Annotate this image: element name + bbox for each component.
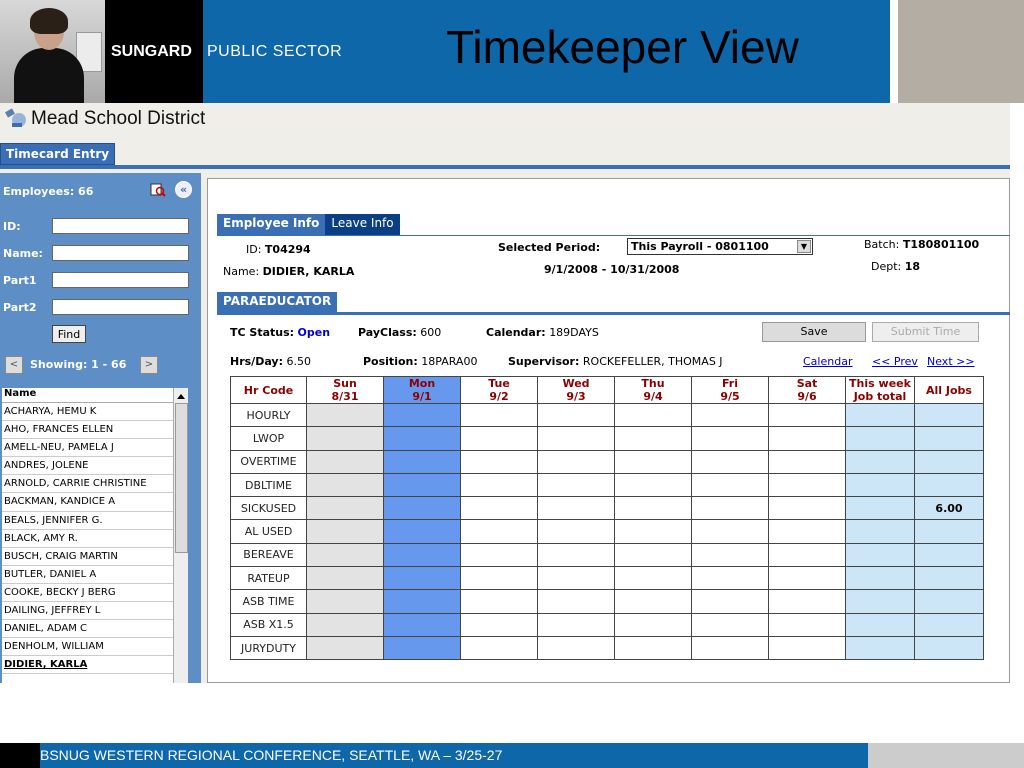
hours-cell[interactable] — [307, 567, 384, 590]
hours-cell[interactable] — [692, 590, 769, 613]
hours-cell[interactable] — [307, 520, 384, 543]
district-logo — [4, 107, 205, 131]
list-scrollbar[interactable] — [173, 388, 188, 683]
hr-code-cell: ASB TIME — [231, 590, 307, 613]
employee-list-item[interactable]: DANIEL, ADAM C — [2, 620, 188, 638]
hours-cell[interactable] — [384, 473, 461, 496]
hours-cell[interactable] — [769, 520, 846, 543]
info-tabs — [217, 214, 400, 235]
grid-column-header: Mon 9/1 — [384, 377, 461, 404]
tab-leave-info[interactable]: Leave Info — [325, 214, 399, 235]
id-search-input[interactable] — [52, 218, 189, 234]
payclass: PayClass: 600 — [358, 326, 442, 339]
grid-column-header: Wed 9/3 — [538, 377, 615, 404]
hours-cell[interactable] — [769, 567, 846, 590]
all-jobs-cell — [915, 404, 984, 427]
employee-list-item[interactable]: ARNOLD, CARRIE CHRISTINE — [2, 475, 188, 493]
batch-info: Batch: T180801100 — [864, 238, 980, 251]
hours-cell[interactable] — [461, 427, 538, 450]
hours-cell[interactable] — [538, 613, 615, 636]
week-total-cell — [846, 473, 915, 496]
hours-cell[interactable] — [692, 567, 769, 590]
grid-row — [231, 613, 984, 636]
hours-cell[interactable] — [615, 473, 692, 496]
grid-row — [231, 543, 984, 566]
app-screenshot — [0, 103, 1010, 683]
footer-bar — [40, 743, 868, 768]
hours-cell[interactable] — [769, 613, 846, 636]
hours-cell[interactable] — [692, 543, 769, 566]
employee-list-item[interactable]: BACKMAN, KANDICE A — [2, 493, 188, 511]
hours-cell[interactable] — [615, 636, 692, 659]
hours-cell[interactable] — [307, 404, 384, 427]
dept-info: Dept: 18 — [871, 260, 921, 273]
showing-range: Showing: 1 - 66 — [30, 358, 127, 371]
grid-column-header: Sat 9/6 — [769, 377, 846, 404]
tab-paraeducator[interactable]: PARAEDUCATOR — [217, 292, 337, 312]
hours-cell[interactable] — [461, 520, 538, 543]
list-header: Name — [2, 388, 188, 403]
grid-row — [231, 520, 984, 543]
hours-cell[interactable] — [384, 404, 461, 427]
woman-photo — [0, 0, 105, 103]
week-total-cell — [846, 613, 915, 636]
hours-cell[interactable] — [538, 450, 615, 473]
prev-week-link[interactable]: << Prev — [872, 355, 918, 368]
hrs-per-day: Hrs/Day: 6.50 — [230, 355, 311, 368]
hours-cell[interactable] — [692, 613, 769, 636]
hr-code-cell: HOURLY — [231, 404, 307, 427]
employee-list-item[interactable]: DAILING, JEFFREY L — [2, 602, 188, 620]
week-total-cell — [846, 520, 915, 543]
all-jobs-cell — [915, 567, 984, 590]
period-select[interactable]: This Payroll - 0801100 ▼ — [627, 238, 813, 255]
grid-row — [231, 473, 984, 496]
timecard-panel — [207, 178, 1010, 683]
grid-column-header: Tue 9/2 — [461, 377, 538, 404]
employees-count: Employees: 66 — [3, 185, 94, 198]
employee-list-item[interactable]: ANDRES, JOLENE — [2, 457, 188, 475]
hours-cell[interactable] — [769, 590, 846, 613]
footer-text: BSNUG WESTERN REGIONAL CONFERENCE, SEATTLE, WA – 3/25-27 — [40, 747, 503, 763]
next-week-link[interactable]: Next >> — [927, 355, 975, 368]
grid-row — [231, 567, 984, 590]
position-info: Position: 18PARA00 — [363, 355, 478, 368]
save-button[interactable]: Save — [762, 322, 866, 342]
hours-cell[interactable] — [461, 497, 538, 520]
hours-cell[interactable] — [538, 473, 615, 496]
week-total-cell — [846, 636, 915, 659]
hours-cell[interactable] — [461, 567, 538, 590]
period-label: Selected Period: — [498, 241, 601, 254]
employee-sidebar — [0, 173, 201, 683]
search-employee-icon[interactable] — [150, 182, 166, 198]
hr-code-cell: JURYDUTY — [231, 636, 307, 659]
hours-cell[interactable] — [307, 590, 384, 613]
grid-column-header: Thu 9/4 — [615, 377, 692, 404]
hours-cell[interactable] — [307, 543, 384, 566]
hours-cell[interactable] — [461, 543, 538, 566]
all-jobs-cell — [915, 473, 984, 496]
name-label: Name: — [3, 247, 43, 260]
hours-cell[interactable] — [769, 404, 846, 427]
hours-cell[interactable] — [307, 450, 384, 473]
hours-cell[interactable] — [692, 497, 769, 520]
employee-list-item[interactable]: DENHOLM, WILLIAM — [2, 638, 188, 656]
all-jobs-cell — [915, 543, 984, 566]
hours-cell[interactable] — [538, 497, 615, 520]
hours-cell[interactable] — [461, 636, 538, 659]
week-total-cell — [846, 567, 915, 590]
hours-cell[interactable] — [538, 636, 615, 659]
all-jobs-cell — [915, 590, 984, 613]
hr-code-cell: LWOP — [231, 427, 307, 450]
hours-cell[interactable] — [538, 427, 615, 450]
hours-cell[interactable] — [538, 567, 615, 590]
hours-cell[interactable] — [461, 450, 538, 473]
hours-cell[interactable] — [615, 567, 692, 590]
hours-cell[interactable] — [307, 636, 384, 659]
all-jobs-cell — [915, 613, 984, 636]
name-search-input[interactable] — [52, 245, 189, 261]
scroll-up-icon[interactable] — [174, 390, 188, 403]
week-total-cell — [846, 427, 915, 450]
grid-column-header: Sun 8/31 — [307, 377, 384, 404]
hours-cell[interactable] — [769, 543, 846, 566]
employee-list-item[interactable]: ACHARYA, HEMU K — [2, 403, 188, 421]
week-total-cell — [846, 590, 915, 613]
grid-column-header: This week Job total — [846, 377, 915, 404]
chevron-down-icon: ▼ — [797, 240, 811, 253]
all-jobs-cell — [915, 520, 984, 543]
hours-cell[interactable] — [615, 497, 692, 520]
hours-cell[interactable] — [692, 404, 769, 427]
hours-cell[interactable] — [384, 450, 461, 473]
week-total-cell — [846, 404, 915, 427]
sungard-logo: SUNGARD — [105, 0, 203, 103]
hr-code-cell: BEREAVE — [231, 543, 307, 566]
employee-list-item[interactable]: COOKE, BECKY J BERG — [2, 584, 188, 602]
hours-cell[interactable] — [384, 590, 461, 613]
hr-code-cell: SICKUSED — [231, 497, 307, 520]
grid-column-header: Fri 9/5 — [692, 377, 769, 404]
calendar-link[interactable]: Calendar — [803, 355, 853, 368]
hours-cell[interactable] — [769, 473, 846, 496]
hours-cell[interactable] — [461, 590, 538, 613]
id-label: ID: — [3, 220, 21, 233]
hours-cell[interactable] — [538, 543, 615, 566]
header-gray-box — [898, 0, 1024, 103]
grid-row — [231, 450, 984, 473]
hours-cell[interactable] — [307, 473, 384, 496]
hours-cell[interactable] — [384, 636, 461, 659]
grid-row — [231, 636, 984, 659]
hours-cell[interactable] — [538, 590, 615, 613]
all-jobs-cell — [915, 427, 984, 450]
find-button[interactable]: Find — [52, 325, 86, 343]
employee-id: ID: T04294 — [246, 243, 311, 256]
hours-cell[interactable] — [307, 613, 384, 636]
hr-code-cell: ASB X1.5 — [231, 613, 307, 636]
hours-cell[interactable] — [615, 613, 692, 636]
hr-code-cell: DBLTIME — [231, 473, 307, 496]
hours-cell[interactable] — [615, 450, 692, 473]
all-jobs-cell — [915, 450, 984, 473]
grid-row — [231, 427, 984, 450]
employee-list — [2, 388, 188, 683]
tab-employee-info[interactable]: Employee Info — [217, 214, 325, 235]
hours-cell[interactable] — [384, 613, 461, 636]
hours-cell[interactable] — [769, 636, 846, 659]
employee-list-item[interactable]: BUSCH, CRAIG MARTIN — [2, 548, 188, 566]
hours-cell[interactable] — [461, 473, 538, 496]
hours-cell[interactable] — [692, 427, 769, 450]
slide-title: Timekeeper View — [446, 21, 799, 73]
next-page-button[interactable]: > — [140, 356, 158, 374]
hours-cell[interactable] — [384, 543, 461, 566]
hr-code-cell: OVERTIME — [231, 450, 307, 473]
grid-column-header: Hr Code — [231, 377, 307, 404]
division-label: PUBLIC SECTOR — [207, 43, 343, 60]
submit-time-button[interactable]: Submit Time — [872, 322, 979, 342]
all-jobs-cell — [915, 636, 984, 659]
timecard-grid — [230, 376, 984, 660]
period-range: 9/1/2008 - 10/31/2008 — [544, 263, 680, 276]
employee-name: Name: DIDIER, KARLA — [223, 265, 355, 278]
hours-cell[interactable] — [692, 520, 769, 543]
collapse-icon[interactable]: « — [175, 181, 192, 198]
employee-list-item[interactable]: AMELL-NEU, PAMELA J — [2, 439, 188, 457]
tc-status: TC Status: Open — [230, 326, 331, 339]
supervisor-info: Supervisor: ROCKEFELLER, THOMAS J — [508, 355, 723, 368]
hours-cell[interactable] — [538, 520, 615, 543]
district-name: Mead School District — [31, 108, 206, 129]
part1-label: Part1 — [3, 274, 37, 287]
satellite-icon — [4, 107, 28, 131]
week-total-cell — [846, 497, 915, 520]
hours-cell[interactable] — [384, 567, 461, 590]
hours-cell[interactable] — [384, 427, 461, 450]
employee-list-item[interactable]: BUTLER, DANIEL A — [2, 566, 188, 584]
hours-cell[interactable] — [615, 404, 692, 427]
hours-cell[interactable] — [615, 427, 692, 450]
hours-cell[interactable] — [615, 520, 692, 543]
hours-cell[interactable] — [307, 497, 384, 520]
employee-list-item[interactable]: AHO, FRANCES ELLEN — [2, 421, 188, 439]
hours-cell[interactable] — [384, 497, 461, 520]
employee-list-item[interactable]: BLACK, AMY R. — [2, 530, 188, 548]
scroll-thumb[interactable] — [175, 403, 188, 553]
part2-label: Part2 — [3, 301, 37, 314]
hours-cell[interactable] — [769, 450, 846, 473]
hours-cell[interactable] — [384, 520, 461, 543]
hr-code-cell: RATEUP — [231, 567, 307, 590]
hours-cell[interactable] — [615, 590, 692, 613]
hours-cell[interactable] — [461, 404, 538, 427]
hours-cell[interactable] — [692, 473, 769, 496]
employee-list-item[interactable]: DIDIER, KARLA — [2, 656, 188, 674]
part2-search-input[interactable] — [52, 299, 189, 315]
grid-column-header: All Jobs — [915, 377, 984, 404]
prev-page-button[interactable]: < — [5, 356, 23, 374]
employee-list-item[interactable]: BEALS, JENNIFER G. — [2, 512, 188, 530]
week-total-cell — [846, 543, 915, 566]
hr-code-cell: AL USED — [231, 520, 307, 543]
grid-row — [231, 404, 984, 427]
calendar-info: Calendar: 189DAYS — [486, 326, 599, 339]
all-jobs-cell: 6.00 — [915, 497, 984, 520]
grid-row — [231, 590, 984, 613]
hours-cell[interactable] — [692, 450, 769, 473]
week-total-cell — [846, 450, 915, 473]
hours-cell[interactable] — [538, 404, 615, 427]
tab-timecard-entry[interactable]: Timecard Entry — [0, 143, 115, 165]
grid-row — [231, 497, 984, 520]
hours-cell[interactable] — [615, 543, 692, 566]
hours-cell[interactable] — [692, 636, 769, 659]
part1-search-input[interactable] — [52, 272, 189, 288]
hours-cell[interactable] — [769, 427, 846, 450]
hours-cell[interactable] — [461, 613, 538, 636]
hours-cell[interactable] — [307, 427, 384, 450]
hours-cell[interactable] — [769, 497, 846, 520]
